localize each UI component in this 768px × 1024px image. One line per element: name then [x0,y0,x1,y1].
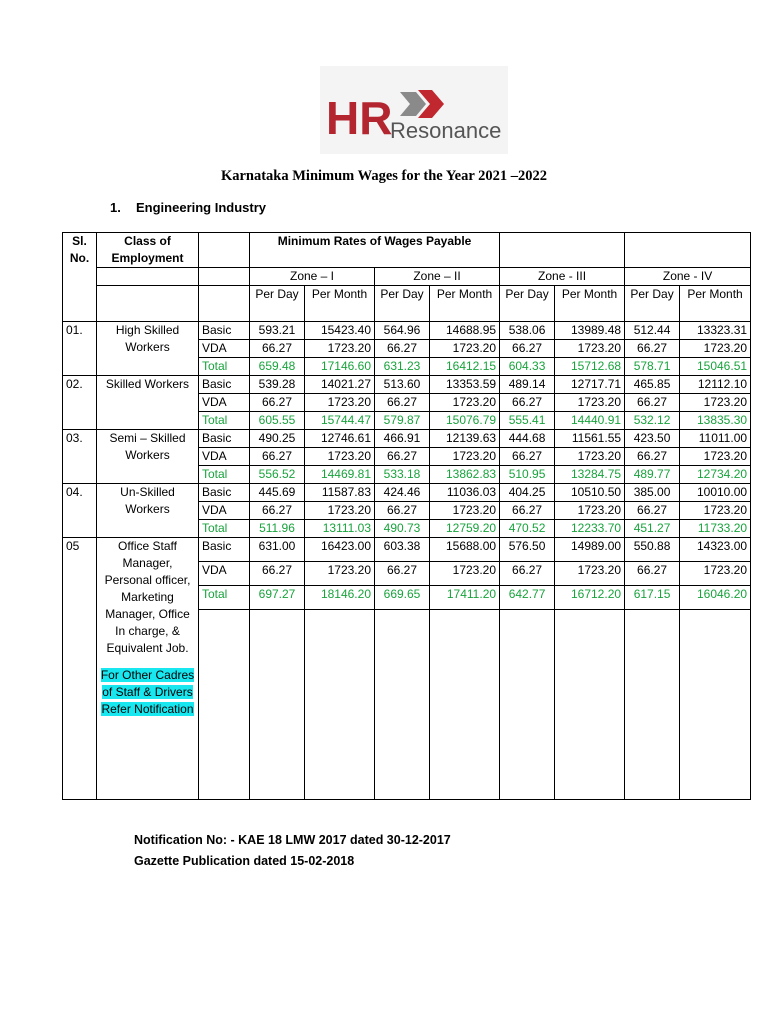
per-month-value: 18146.20 [305,586,375,610]
section-label: Engineering Industry [136,200,267,215]
per-day-value: 533.18 [375,466,430,484]
class-label: Semi – Skilled Workers [109,431,186,462]
per-month-value: 16046.20 [680,586,751,610]
per-day-value: 578.71 [625,358,680,376]
per-month-value: 15712.68 [555,358,625,376]
row-type: Basic [199,484,250,502]
wages-table [62,232,751,800]
row-type: Basic [199,376,250,394]
per-day-value: 465.85 [625,376,680,394]
per-day-value: 66.27 [375,394,430,412]
row-type: Total [199,586,250,610]
per-month-value: 16412.15 [430,358,500,376]
per-day-value: 669.65 [375,586,430,610]
row-class-of-employment [97,430,199,484]
per-day-value: 424.46 [375,484,430,502]
per-day-value: 66.27 [250,394,305,412]
per-day-value: 66.27 [250,562,305,586]
per-month-value: 14323.00 [680,538,751,562]
logo-resonance-text: Resonance [390,118,502,143]
per-month-value: 17146.60 [305,358,375,376]
row-type: VDA [199,394,250,412]
zone-2-header: Zone – II [375,268,500,286]
section-heading [110,200,266,215]
per-month-value: 1723.20 [305,448,375,466]
per-day-value: 489.77 [625,466,680,484]
zone-1-header: Zone – I [250,268,375,286]
row-class-of-employment [97,376,199,430]
per-month-value: 11561.55 [555,430,625,448]
per-month-value: 11011.00 [680,430,751,448]
logo-hr-text: HR [326,92,393,144]
per-month-header: Per Month [305,286,375,322]
per-day-value: 604.33 [500,358,555,376]
per-day-value: 66.27 [375,562,430,586]
per-month-value: 1723.20 [305,502,375,520]
row-class-of-employment [97,538,199,800]
per-month-value: 14989.00 [555,538,625,562]
per-month-value: 13862.83 [430,466,500,484]
per-month-value: 1723.20 [430,562,500,586]
per-month-value: 13111.03 [305,520,375,538]
hr-resonance-logo [320,66,508,154]
per-month-value: 1723.20 [555,502,625,520]
per-day-value: 66.27 [500,448,555,466]
per-day-value: 444.68 [500,430,555,448]
table-row [63,322,751,340]
per-month-value: 1723.20 [680,448,751,466]
per-day-value: 66.27 [625,502,680,520]
per-month-value: 15076.79 [430,412,500,430]
per-month-value: 12717.71 [555,376,625,394]
row-type: Basic [199,322,250,340]
per-day-header: Per Day [625,286,680,322]
per-day-value: 451.27 [625,520,680,538]
per-day-value: 631.23 [375,358,430,376]
per-day-value: 423.50 [625,430,680,448]
per-day-value: 603.38 [375,538,430,562]
row-sl-no: 03. [63,430,97,484]
header-sl-no: Sl. No. [63,233,97,322]
per-month-value: 13323.31 [680,322,751,340]
header-class: Class of Employment [97,233,199,268]
per-day-value: 617.15 [625,586,680,610]
row-type: Total [199,358,250,376]
class-label: Office Staff Manager, Personal officer, Marketing Manager, Office In charge, & Equivalent Job. [104,539,191,655]
row-type: Total [199,520,250,538]
per-day-value: 513.60 [375,376,430,394]
per-month-header: Per Month [555,286,625,322]
per-day-value: 466.91 [375,430,430,448]
row-type: VDA [199,562,250,586]
per-day-value: 470.52 [500,520,555,538]
per-month-value: 13284.75 [555,466,625,484]
per-month-value: 1723.20 [680,340,751,358]
per-day-header: Per Day [375,286,430,322]
per-day-value: 66.27 [500,502,555,520]
per-month-value: 1723.20 [305,562,375,586]
per-month-value: 17411.20 [430,586,500,610]
per-month-value: 1723.20 [305,340,375,358]
notification-number: Notification No: - KAE 18 LMW 2017 dated 30-12-2017 [134,833,451,847]
page-title: Karnataka Minimum Wages for the Year 2021 –2022 [220,168,548,184]
zone-4-header: Zone - IV [625,268,751,286]
per-day-value: 66.27 [250,340,305,358]
per-month-value: 12112.10 [680,376,751,394]
per-month-value: 11587.83 [305,484,375,502]
table-row [63,538,751,562]
row-class-of-employment [97,484,199,538]
per-day-value: 576.50 [500,538,555,562]
per-month-header: Per Month [430,286,500,322]
per-month-value: 12139.63 [430,430,500,448]
per-day-value: 66.27 [250,448,305,466]
header-min-rates: Minimum Rates of Wages Payable [250,233,500,268]
other-cadres-note: For Other Cadres of Staff & Drivers Refer Notification [100,668,195,716]
notes [134,830,451,872]
per-day-value: 445.69 [250,484,305,502]
per-day-value: 490.25 [250,430,305,448]
per-day-value: 539.28 [250,376,305,394]
per-day-value: 66.27 [500,394,555,412]
per-month-value: 14440.91 [555,412,625,430]
table-row [63,376,751,394]
per-day-header: Per Day [500,286,555,322]
per-day-value: 556.52 [250,466,305,484]
per-month-value: 15744.47 [305,412,375,430]
row-type: VDA [199,502,250,520]
row-type: Basic [199,430,250,448]
per-day-value: 404.25 [500,484,555,502]
per-month-value: 15688.00 [430,538,500,562]
row-class-of-employment [97,322,199,376]
per-day-value: 555.41 [500,412,555,430]
per-month-header: Per Month [680,286,751,322]
per-day-value: 511.96 [250,520,305,538]
per-month-value: 11036.03 [430,484,500,502]
row-type: Basic [199,538,250,562]
per-month-value: 13989.48 [555,322,625,340]
per-day-value: 593.21 [250,322,305,340]
per-month-value: 1723.20 [555,340,625,358]
per-month-value: 1723.20 [430,394,500,412]
class-label: Skilled Workers [105,377,190,391]
per-month-value: 1723.20 [680,502,751,520]
row-sl-no: 01. [63,322,97,376]
per-month-value: 13835.30 [680,412,751,430]
per-day-value: 66.27 [625,448,680,466]
per-day-value: 66.27 [375,340,430,358]
per-month-value: 1723.20 [555,394,625,412]
per-day-value: 66.27 [500,562,555,586]
per-month-value: 10510.50 [555,484,625,502]
row-type: VDA [199,448,250,466]
per-month-value: 12233.70 [555,520,625,538]
row-type: VDA [199,340,250,358]
per-month-value: 14469.81 [305,466,375,484]
per-month-value: 12746.61 [305,430,375,448]
per-month-value: 14688.95 [430,322,500,340]
per-day-value: 550.88 [625,538,680,562]
per-day-value: 659.48 [250,358,305,376]
per-day-value: 66.27 [625,562,680,586]
per-day-value: 66.27 [375,448,430,466]
gazette-publication: Gazette Publication dated 15-02-2018 [134,854,355,868]
per-day-value: 66.27 [500,340,555,358]
per-month-value: 1723.20 [430,448,500,466]
class-label: High Skilled Workers [115,323,180,354]
per-month-value: 12734.20 [680,466,751,484]
table-row [63,484,751,502]
per-month-value: 16423.00 [305,538,375,562]
per-day-value: 564.96 [375,322,430,340]
row-type: Total [199,466,250,484]
per-month-value: 13353.59 [430,376,500,394]
per-day-value: 66.27 [250,502,305,520]
per-month-value: 1723.20 [555,448,625,466]
per-day-value: 697.27 [250,586,305,610]
row-sl-no: 04. [63,484,97,538]
per-month-value: 15046.51 [680,358,751,376]
per-day-value: 385.00 [625,484,680,502]
per-day-value: 579.87 [375,412,430,430]
per-day-value: 510.95 [500,466,555,484]
per-day-value: 66.27 [625,394,680,412]
row-sl-no: 05 [63,538,97,800]
per-day-value: 66.27 [625,340,680,358]
per-day-value: 631.00 [250,538,305,562]
per-month-value: 16712.20 [555,586,625,610]
per-day-value: 605.55 [250,412,305,430]
class-label: Un-Skilled Workers [120,485,175,516]
per-day-value: 538.06 [500,322,555,340]
per-month-value: 1723.20 [555,562,625,586]
zone-3-header: Zone - III [500,268,625,286]
per-day-value: 512.44 [625,322,680,340]
row-type: Total [199,412,250,430]
per-month-value: 11733.20 [680,520,751,538]
per-month-value: 1723.20 [430,502,500,520]
section-number: 1. [110,200,121,215]
per-day-value: 642.77 [500,586,555,610]
per-month-value: 1723.20 [680,394,751,412]
per-month-value: 1723.20 [430,340,500,358]
per-month-value: 1723.20 [680,562,751,586]
per-month-value: 14021.27 [305,376,375,394]
row-sl-no: 02. [63,376,97,430]
per-day-value: 532.12 [625,412,680,430]
per-day-value: 489.14 [500,376,555,394]
per-month-value: 10010.00 [680,484,751,502]
per-day-header: Per Day [250,286,305,322]
per-day-value: 490.73 [375,520,430,538]
table-row [63,430,751,448]
per-day-value: 66.27 [375,502,430,520]
per-month-value: 12759.20 [430,520,500,538]
per-month-value: 15423.40 [305,322,375,340]
per-month-value: 1723.20 [305,394,375,412]
